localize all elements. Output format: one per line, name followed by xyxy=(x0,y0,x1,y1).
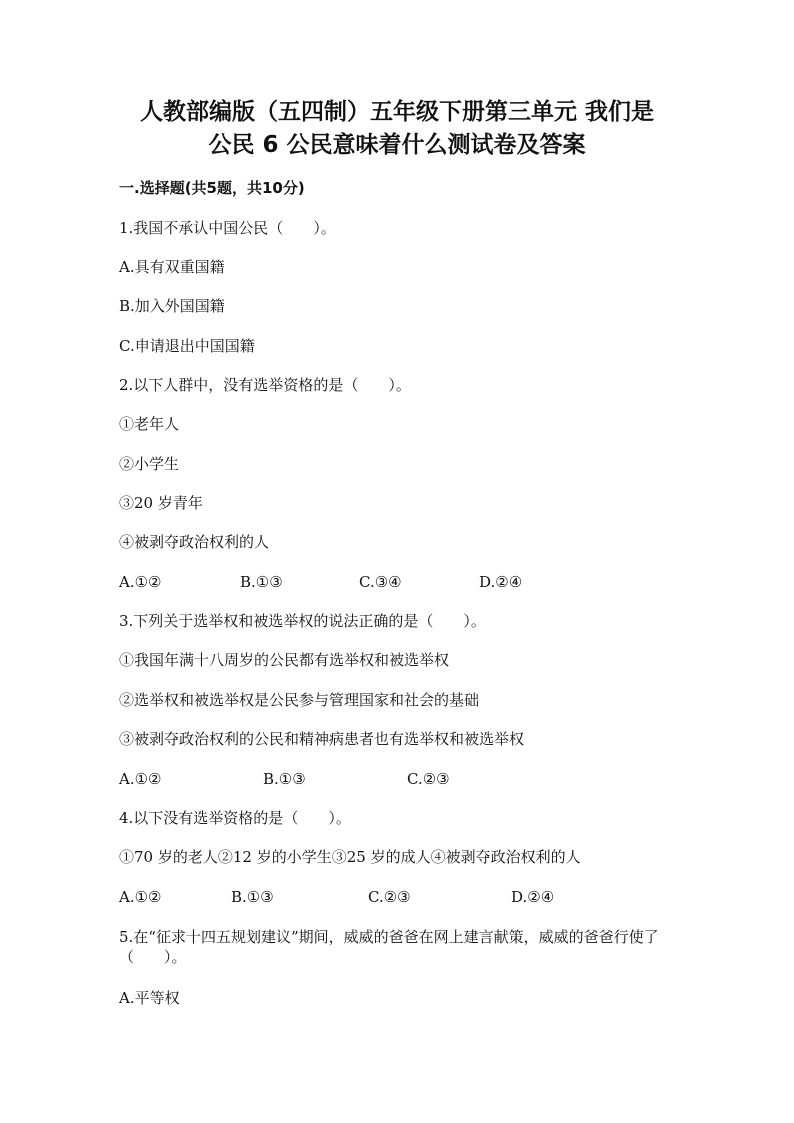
section-heading: 一.选择题(共5题，共10分) xyxy=(119,179,305,197)
question-3-item-3: ③被剥夺政治权利的公民和精神病患者也有选举权和被选举权 xyxy=(119,730,525,748)
question-4-option-c: C.②③ xyxy=(368,888,411,906)
question-3-option-a: A.①② xyxy=(119,770,162,788)
question-2-option-c: C.③④ xyxy=(359,573,402,591)
page-title-line-1: 人教部编版（五四制）五年级下册第三单元 我们是 xyxy=(139,99,654,125)
question-4-option-d: D.②④ xyxy=(511,888,555,906)
question-4-stem: 4.以下没有选举资格的是（ ）。 xyxy=(119,809,351,827)
question-5-stem: 5.在“征求十四五规划建议”期间，威威的爸爸在网上建言献策，威威的爸爸行使了（ ）。 xyxy=(119,928,659,966)
question-1-option-c: C.申请退出中国国籍 xyxy=(119,337,255,355)
question-3-item-2: ②选举权和被选举权是公民参与管理国家和社会的基础 xyxy=(119,691,480,709)
question-2-option-b: B.①③ xyxy=(240,573,283,591)
question-2-item-3: ③20 岁青年 xyxy=(119,494,203,512)
question-2-item-1: ①老年人 xyxy=(119,415,180,433)
question-4-option-a: A.①② xyxy=(119,888,162,906)
question-4-items: ①70 岁的老人②12 岁的小学生③25 岁的成人④被剥夺政治权利的人 xyxy=(119,848,581,866)
question-2-item-4: ④被剥夺政治权利的人 xyxy=(119,533,270,551)
question-4-option-b: B.①③ xyxy=(231,888,274,906)
question-1-stem: 1.我国不承认中国公民（ ）。 xyxy=(119,219,336,237)
page-title-line-2: 公民 6 公民意味着什么测试卷及答案 xyxy=(208,132,586,158)
question-3-option-c: C.②③ xyxy=(407,770,450,788)
question-2-option-a: A.①② xyxy=(119,573,162,591)
question-5-option-a: A.平等权 xyxy=(119,989,180,1007)
question-3-item-1: ①我国年满十八周岁的公民都有选举权和被选举权 xyxy=(119,651,450,669)
question-2-option-d: D.②④ xyxy=(479,573,523,591)
question-2-stem: 2.以下人群中，没有选举资格的是（ ）。 xyxy=(119,376,411,394)
question-3-option-b: B.①③ xyxy=(263,770,306,788)
question-1-option-a: A.具有双重国籍 xyxy=(119,258,225,276)
question-1-option-b: B.加入外国国籍 xyxy=(119,297,225,315)
question-3-stem: 3.下列关于选举权和被选举权的说法正确的是（ ）。 xyxy=(119,612,486,630)
question-2-item-2: ②小学生 xyxy=(119,455,180,473)
